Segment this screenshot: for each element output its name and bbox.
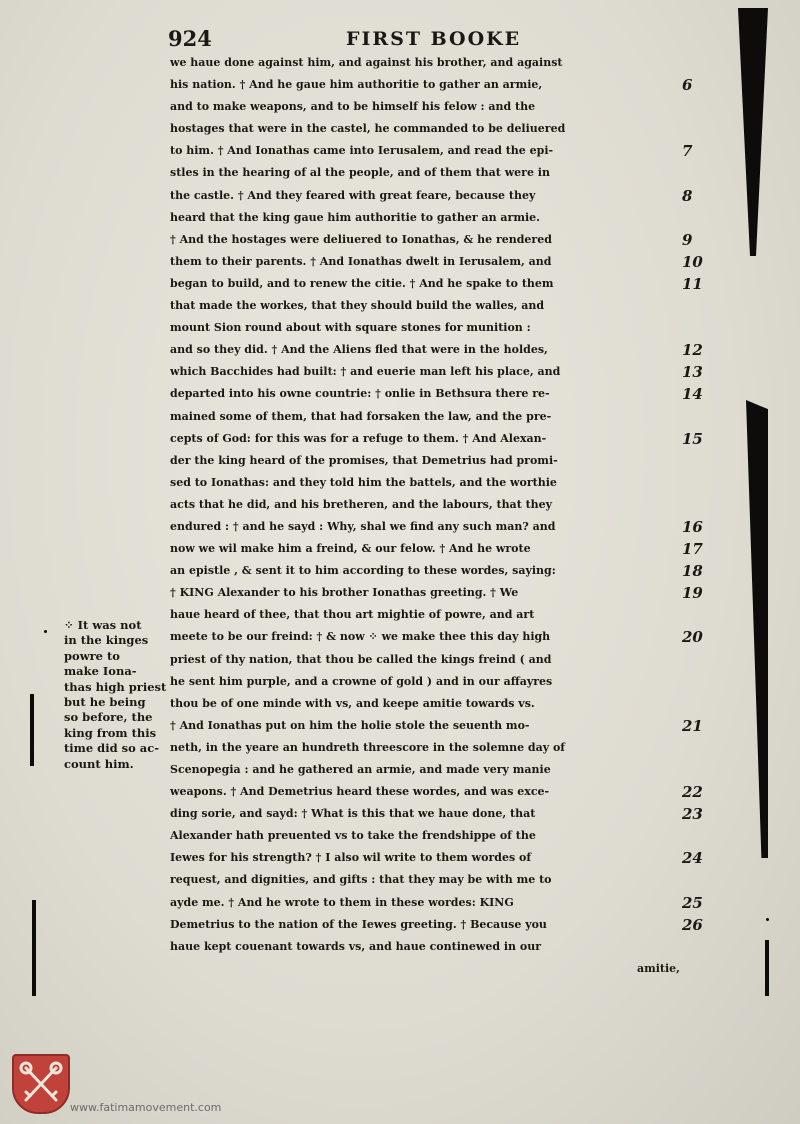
scan-edge-bar-left-mid [30, 694, 34, 766]
verse-numbers [682, 52, 716, 980]
text-line: he sent him purple, and a crowne of gold ) and in our affayres [170, 674, 553, 688]
verse-number [682, 958, 716, 980]
text-line: haue kept couenant towards vs, and haue continewed in our [170, 939, 542, 953]
crossed-keys-icon [14, 1056, 68, 1112]
verse-number [682, 693, 716, 715]
scan-edge-bar-top-right [738, 8, 768, 256]
margin-note-line: but he being [64, 695, 146, 710]
verse-number: 15 [682, 429, 703, 448]
margin-note-line: time did so ac- [64, 741, 159, 756]
page-number: 924 [168, 26, 212, 51]
margin-note-line: count him. [64, 756, 134, 771]
verse-number [682, 295, 716, 317]
text-line: Alexander hath preuented vs to take the frendshippe of the [170, 829, 536, 843]
text-line: hostages that were in the castel, he commanded to be deliuered [170, 122, 566, 136]
verse-number: 20 [682, 628, 703, 647]
scan-speck [44, 630, 47, 633]
verse-number [682, 472, 716, 494]
text-line: endured : † and he sayd : Why, shal we find any such man? and [170, 519, 556, 533]
text-line: mount Sion round about with square stones for munition : [170, 321, 531, 335]
verse-number [682, 759, 716, 781]
verse-number: 23 [682, 805, 703, 824]
verse-number [682, 96, 716, 118]
verse-number: 26 [682, 915, 703, 934]
verse-number: 9 [682, 230, 693, 249]
scan-edge-bar-left-low [32, 900, 36, 996]
text-line: priest of thy nation, that thou be called the kings freind ( and [170, 652, 552, 666]
text-line: and to make weapons, and to be himself his felow : and the [170, 100, 536, 114]
verse-number [682, 207, 716, 229]
text-line: an epistle , & sent it to him according to these wordes, saying: [170, 564, 556, 578]
verse-number: 7 [682, 142, 693, 161]
text-line: the castle. † And they feared with great feare, because they [170, 188, 536, 202]
text-line: † KING Alexander to his brother Ionathas greeting. † We [170, 586, 519, 600]
verse-number [682, 825, 716, 847]
running-head: FIRST BOOKE [346, 28, 522, 50]
text-line: cepts of God: for this was for a refuge to them. † And Alexan- [170, 431, 547, 445]
body-text [170, 52, 680, 980]
text-line: thou be of one minde with vs, and keepe amitie towards vs. [170, 696, 535, 710]
text-line: departed into his owne countrie: † onlie in Bethsura there re- [170, 387, 550, 401]
verse-number: 22 [682, 783, 703, 802]
text-line: now we wil make him a freind, & our felow. † And he wrote [170, 542, 531, 556]
text-line: Iewes for his strength? † I also wil write to them wordes of [170, 851, 532, 865]
verse-number [682, 406, 716, 428]
text-line: to him. † And Ionathas came into Ierusalem, and read the epi- [170, 144, 554, 158]
text-line: and so they did. † And the Aliens fled that were in the holdes, [170, 343, 548, 357]
scan-edge-bar-right-lower [746, 400, 768, 858]
verse-number: 11 [682, 274, 703, 293]
fatima-movement-logo [12, 1054, 70, 1114]
verse-number [682, 737, 716, 759]
margin-note-line: powre to [64, 648, 120, 663]
verse-number: 18 [682, 562, 703, 581]
scan-edge-bar-right-low [765, 940, 769, 996]
verse-number: 17 [682, 540, 703, 559]
text-line: ayde me. † And he wrote to them in these wordes: KING [170, 895, 514, 909]
text-line: Demetrius to the nation of the Iewes greeting. † Because you [170, 917, 547, 931]
text-line: meete to be our freind: † & now ⁘ we make thee this day high [170, 630, 551, 644]
verse-number: 13 [682, 363, 703, 382]
text-line: der the king heard of the promises, that Demetrius had promi- [170, 453, 558, 467]
text-line: † And the hostages were deliuered to Ionathas, & he rendered [170, 232, 552, 246]
verse-number [682, 604, 716, 626]
text-line: acts that he did, and his bretheren, and the labours, that they [170, 497, 553, 511]
margin-note-line: king from this [64, 725, 157, 740]
verse-number: 14 [682, 385, 703, 404]
text-line: † And Ionathas put on him the holie stole the seuenth mo- [170, 718, 530, 732]
text-line: mained some of them, that had forsaken the law, and the pre- [170, 409, 552, 423]
margin-note-line: make Iona- [64, 664, 137, 679]
text-line: we haue done against him, and against his brother, and against [170, 56, 563, 69]
verse-number [682, 52, 716, 74]
margin-note [64, 618, 170, 772]
verse-number: 24 [682, 849, 703, 868]
verse-number: 6 [682, 76, 693, 95]
verse-number [682, 936, 716, 958]
verse-number: 8 [682, 186, 693, 205]
text-line: amitie, [636, 961, 680, 975]
verse-number: 12 [682, 341, 703, 360]
page-header [168, 26, 688, 50]
text-line: which Bacchides had built: † and euerie man left his place, and [170, 365, 561, 379]
verse-number: 25 [682, 893, 703, 912]
verse-number: 16 [682, 517, 703, 536]
text-line: sed to Ionathas: and they told him the battels, and the worthie [170, 475, 557, 489]
text-line: Scenopegia : and he gathered an armie, and made very manie [170, 763, 551, 776]
scan-speck [766, 918, 769, 921]
verse-number [682, 317, 716, 339]
text-line: weapons. † And Demetrius heard these wordes, and was exce- [170, 785, 550, 799]
verse-number [682, 450, 716, 472]
verse-number [682, 118, 716, 140]
text-line: heard that the king gaue him authoritie to gather an armie. [170, 210, 540, 224]
text-line: stles in the hearing of al the people, and of them that were in [170, 166, 550, 180]
verse-number: 21 [682, 716, 703, 735]
margin-note-line: in the kinges [64, 633, 149, 648]
verse-number: 10 [682, 252, 703, 271]
text-line: request, and dignities, and gifts : that they may be with me to [170, 873, 552, 887]
text-line: began to build, and to renew the citie. † And he spake to them [170, 276, 554, 290]
verse-number [682, 162, 716, 184]
margin-note-line: so before, the [64, 710, 153, 725]
text-line: haue heard of thee, that thou art mightie of powre, and art [170, 608, 535, 622]
footer-url[interactable]: www.fatimamovement.com [70, 1101, 222, 1114]
margin-note-line: thas high priest [64, 679, 167, 694]
text-line: them to their parents. † And Ionathas dwelt in Ierusalem, and [170, 254, 552, 268]
verse-number: 19 [682, 584, 703, 603]
verse-number [682, 671, 716, 693]
text-line: neth, in the yeare an hundreth threescore in the solemne day of [170, 740, 566, 754]
verse-number [682, 494, 716, 516]
verse-number [682, 869, 716, 891]
text-line: his nation. † And he gaue him authoritie to gather an armie, [170, 78, 543, 92]
margin-note-line: ⁘ It was not [64, 618, 142, 632]
text-line: that made the workes, that they should build the walles, and [170, 299, 545, 313]
text-line: ding sorie, and sayd: † What is this that we haue done, that [170, 807, 536, 821]
verse-number [682, 649, 716, 671]
